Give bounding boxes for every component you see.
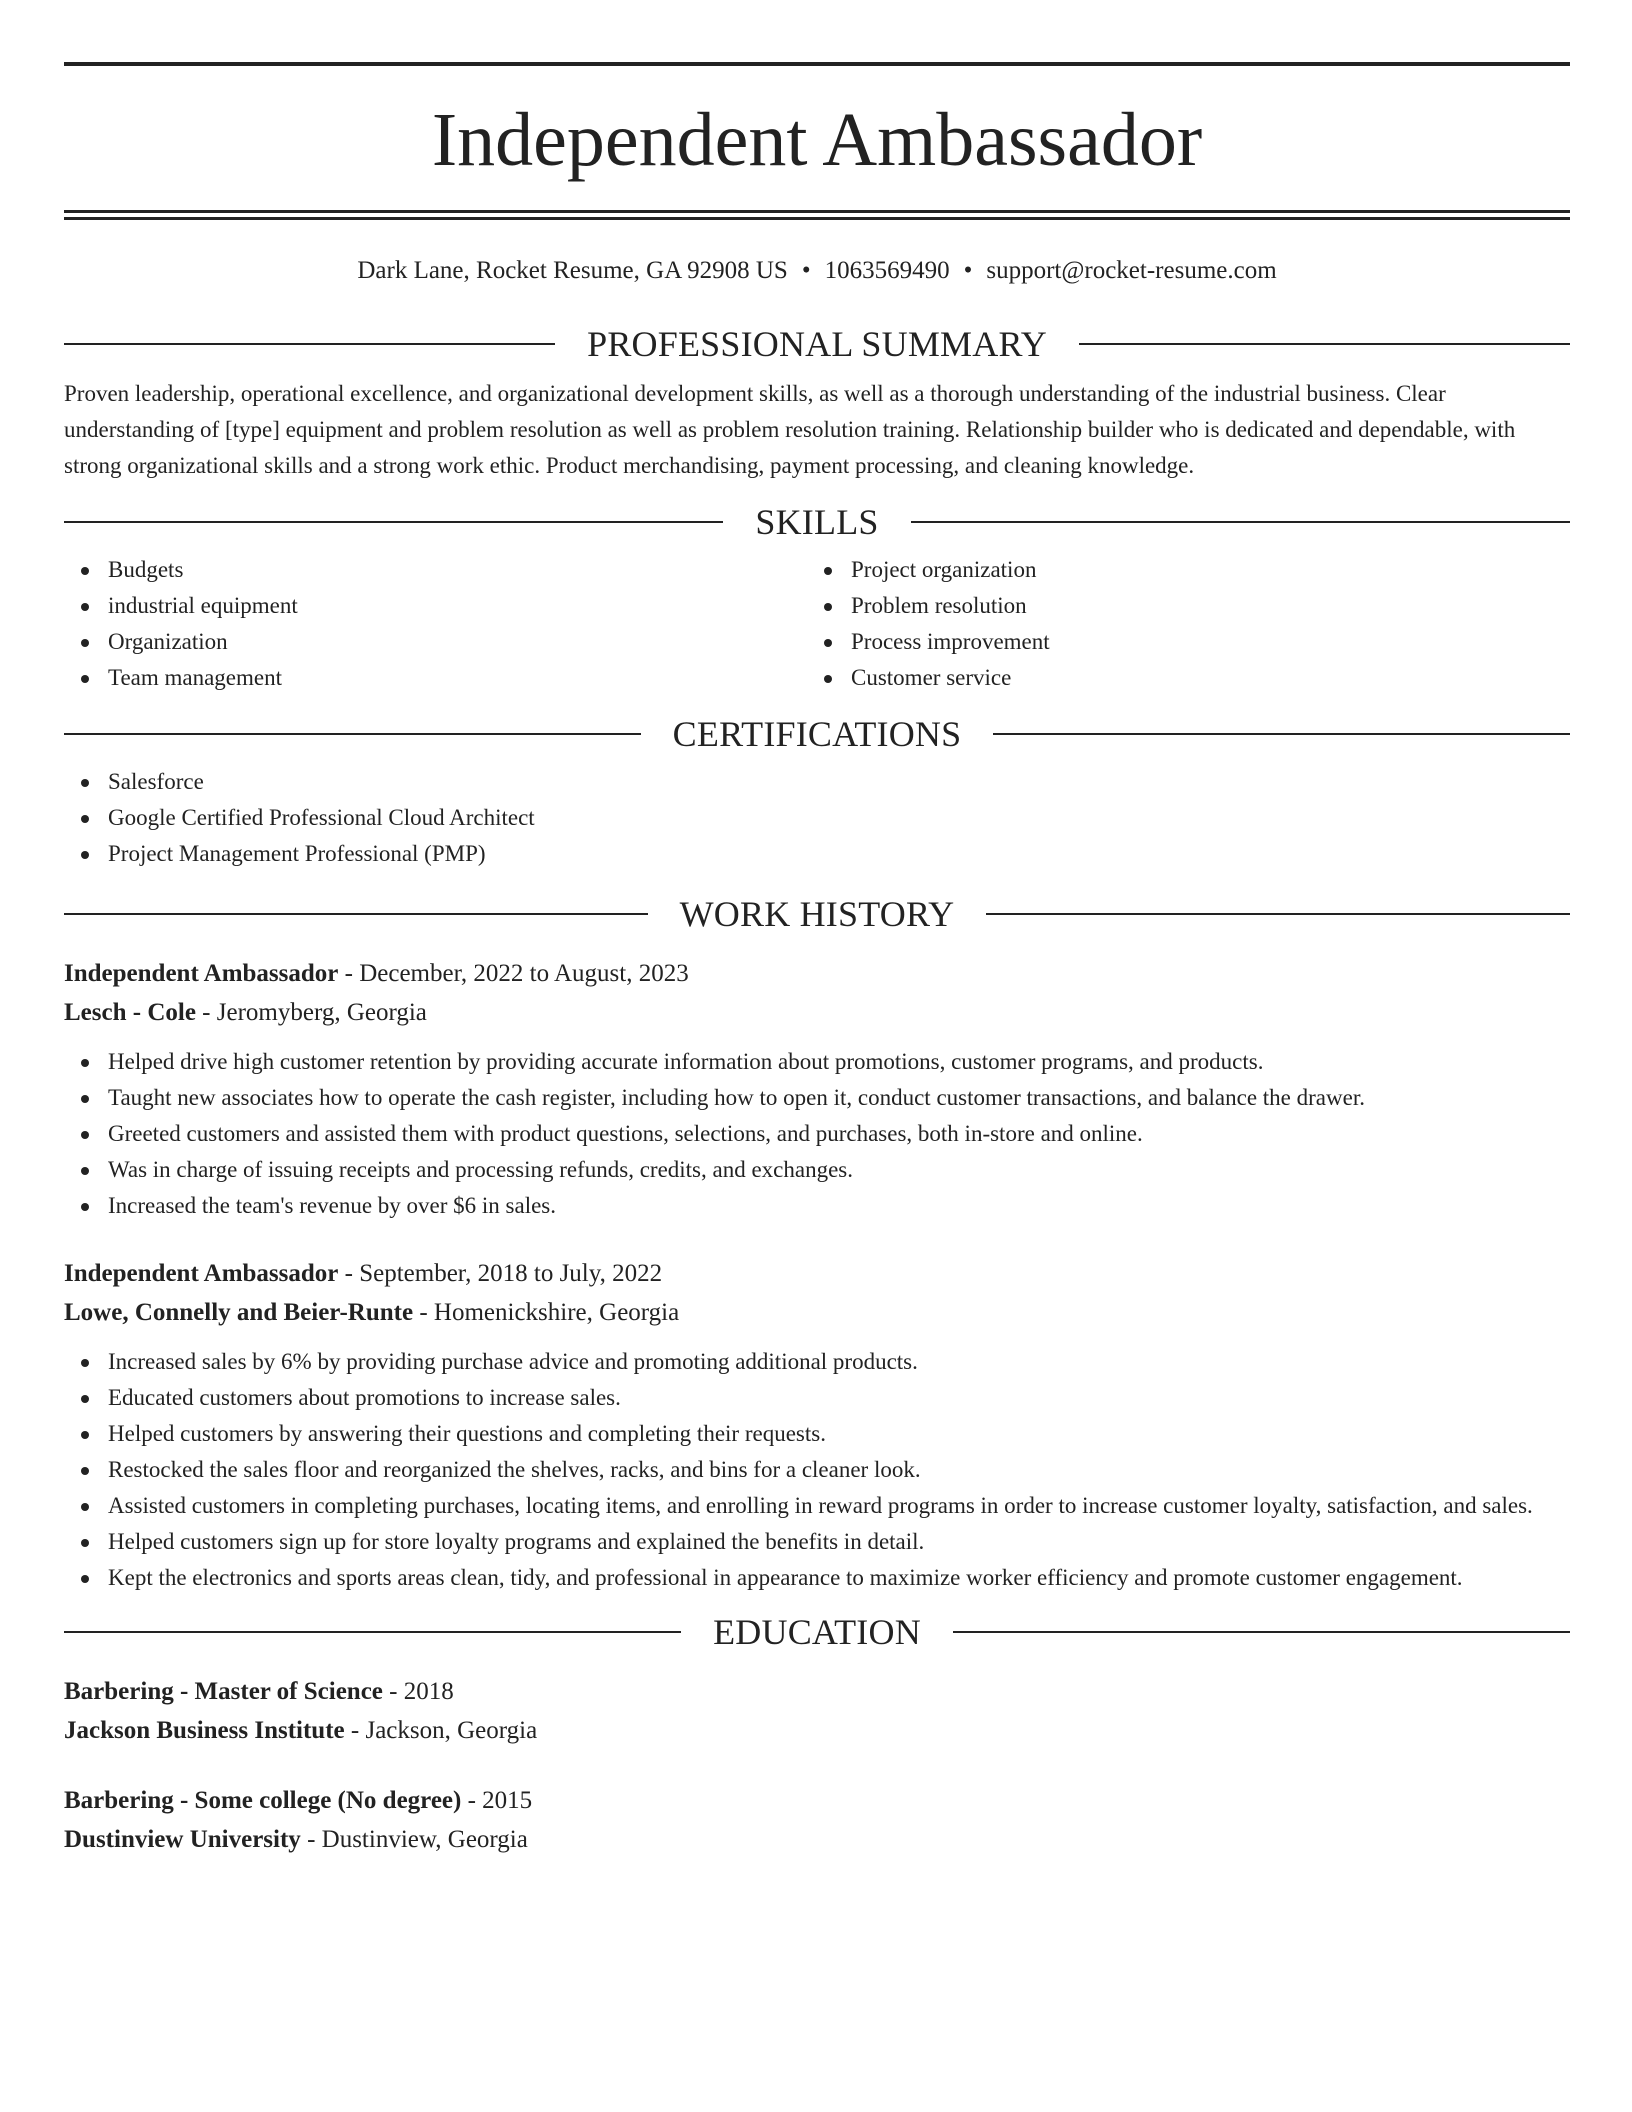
resume-name: Independent Ambassador	[431, 98, 1203, 182]
job-title-line	[64, 954, 1570, 993]
education-school-line	[64, 1820, 1570, 1859]
job-company: Lowe, Connelly and Beier-Runte	[64, 1299, 414, 1326]
education-degree: Barbering - Some college (No degree)	[64, 1787, 462, 1814]
section-education-heading	[64, 1610, 1570, 1654]
job-bullet: Increased the team's revenue by over $6 in sales.	[64, 1188, 1570, 1224]
heading-rule	[64, 733, 641, 735]
education-school-line	[64, 1711, 1570, 1750]
heading-rule	[64, 521, 723, 523]
job-company: Lesch - Cole	[64, 999, 196, 1026]
job-title: Independent Ambassador	[64, 1260, 339, 1287]
education-degree-line	[64, 1672, 1570, 1711]
job-bullets	[64, 1344, 1570, 1596]
skills-list-left	[64, 552, 807, 696]
job-entry	[64, 954, 1570, 1224]
job-location: - Homenickshire, Georgia	[413, 1299, 680, 1326]
job-bullet: Greeted customers and assisted them with product questions, selections, and purchases, both in-store and online.	[64, 1116, 1570, 1152]
skill-item: Budgets	[64, 552, 807, 588]
section-work-heading	[64, 892, 1570, 936]
heading-rule	[953, 1631, 1570, 1633]
section-certifications-heading	[64, 712, 1570, 756]
education-year: - 2018	[382, 1678, 454, 1705]
job-location: - Jeromyberg, Georgia	[195, 999, 427, 1026]
skill-item: industrial equipment	[64, 588, 807, 624]
education-entry	[64, 1781, 1570, 1859]
skills-grid	[64, 552, 1570, 696]
contact-separator: •	[963, 257, 973, 284]
section-summary-heading	[64, 322, 1570, 366]
education-school: Jackson Business Institute	[64, 1717, 345, 1744]
job-dates: - September, 2018 to July, 2022	[338, 1260, 663, 1287]
certification-item: Project Management Professional (PMP)	[64, 836, 1570, 872]
skill-item: Project organization	[807, 552, 1550, 588]
education-degree: Barbering - Master of Science	[64, 1678, 383, 1705]
job-bullet: Increased sales by 6% by providing purchase advice and promoting additional products.	[64, 1344, 1570, 1380]
job-bullet: Assisted customers in completing purchases, locating items, and enrolling in reward programs in order to increase customer loyalty, satisfaction, and sales.	[64, 1488, 1570, 1524]
job-bullet: Educated customers about promotions to increase sales.	[64, 1380, 1570, 1416]
job-bullet: Helped customers sign up for store loyalty programs and explained the benefits in detail.	[64, 1524, 1570, 1560]
education-degree-line	[64, 1781, 1570, 1820]
skill-item: Customer service	[807, 660, 1550, 696]
section-title: PROFESSIONAL SUMMARY	[587, 324, 1047, 364]
heading-rule	[993, 733, 1570, 735]
certification-item: Salesforce	[64, 764, 1570, 800]
job-bullet: Helped customers by answering their questions and completing their requests.	[64, 1416, 1570, 1452]
resume-page	[64, 62, 1570, 1859]
heading-rule	[1079, 343, 1570, 345]
certifications-list	[64, 764, 1570, 872]
top-rule	[64, 62, 1570, 66]
job-title-line	[64, 1254, 1570, 1293]
education-school: Dustinview University	[64, 1826, 301, 1853]
double-rule	[64, 210, 1570, 220]
education-location: - Jackson, Georgia	[344, 1717, 538, 1744]
section-title: EDUCATION	[713, 1612, 921, 1652]
skill-item: Organization	[64, 624, 807, 660]
job-bullet: Helped drive high customer retention by providing accurate information about promotions, customer programs, and products.	[64, 1044, 1570, 1080]
job-company-line	[64, 993, 1570, 1032]
heading-rule	[64, 1631, 681, 1633]
heading-rule	[64, 343, 555, 345]
contact-address: Dark Lane, Rocket Resume, GA 92908 US	[357, 257, 788, 284]
heading-rule	[64, 913, 648, 915]
contact-separator: •	[801, 257, 811, 284]
education-location: - Dustinview, Georgia	[300, 1826, 528, 1853]
section-title: CERTIFICATIONS	[672, 714, 962, 754]
job-bullet: Was in charge of issuing receipts and processing refunds, credits, and exchanges.	[64, 1152, 1570, 1188]
contact-phone: 1063569490	[824, 257, 950, 284]
education-year: - 2015	[461, 1787, 533, 1814]
education-entry	[64, 1672, 1570, 1750]
heading-rule	[986, 913, 1570, 915]
section-title: WORK HISTORY	[679, 894, 955, 934]
certification-item: Google Certified Professional Cloud Architect	[64, 800, 1570, 836]
job-entry	[64, 1254, 1570, 1596]
job-title: Independent Ambassador	[64, 960, 339, 987]
skill-item: Team management	[64, 660, 807, 696]
job-bullet: Restocked the sales floor and reorganized the shelves, racks, and bins for a cleaner look.	[64, 1452, 1570, 1488]
job-dates: - December, 2022 to August, 2023	[338, 960, 689, 987]
heading-rule	[911, 521, 1570, 523]
skills-list-right	[807, 552, 1550, 696]
job-bullets	[64, 1044, 1570, 1224]
section-skills-heading	[64, 500, 1570, 544]
summary-text: Proven leadership, operational excellence, and organizational development skills, as well as a thorough understanding of the industrial business. Clear understanding of [type] equipment and problem resolution as well as problem resolution training. Relationship builder who is dedicated and dependable, with strong organizational skills and a strong work ethic. Product merchandising, payment processing, and cleaning knowledge.	[64, 381, 1516, 478]
contact-email[interactable]: support@rocket-resume.com	[986, 257, 1277, 284]
job-company-line	[64, 1293, 1570, 1332]
job-bullet: Kept the electronics and sports areas clean, tidy, and professional in appearance to maximize worker efficiency and promote customer engagement.	[64, 1560, 1570, 1596]
section-title: SKILLS	[755, 502, 879, 542]
job-bullet: Taught new associates how to operate the cash register, including how to open it, conduct customer transactions, and balance the drawer.	[64, 1080, 1570, 1116]
contact-line	[64, 256, 1570, 286]
skill-item: Process improvement	[807, 624, 1550, 660]
skill-item: Problem resolution	[807, 588, 1550, 624]
